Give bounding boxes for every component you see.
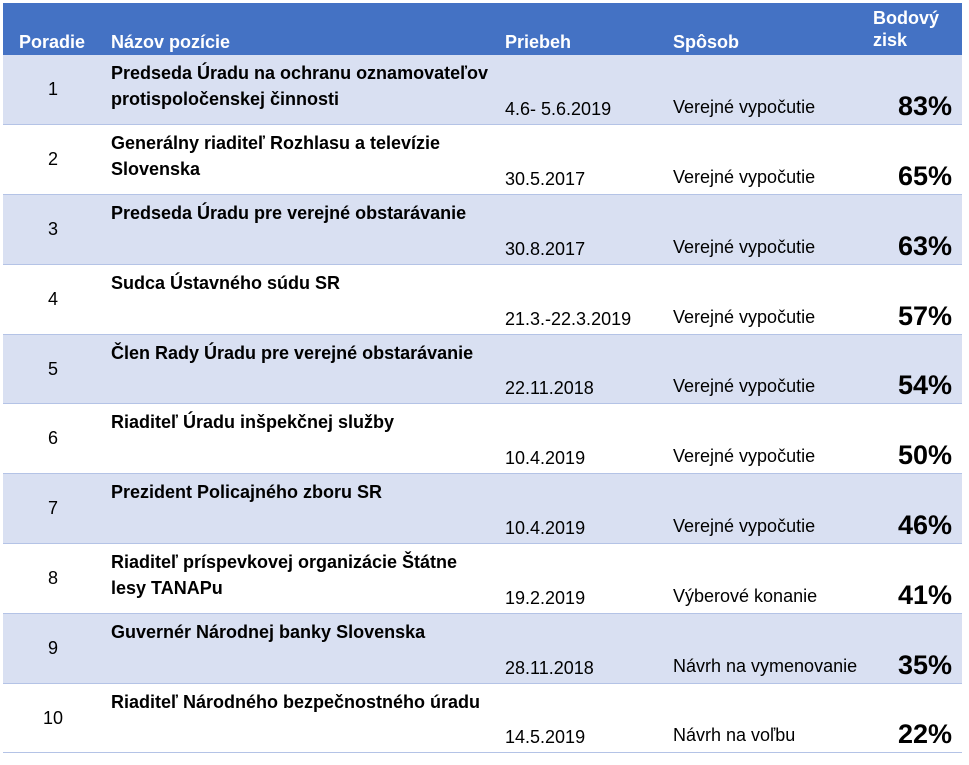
position-name-cell: Predseda Úradu na ochranu oznamovateľov protispoločenskej činnosti <box>103 55 499 125</box>
rank-cell: 9 <box>3 613 103 683</box>
table-row <box>3 404 962 474</box>
score-cell: 46% <box>865 474 962 544</box>
score-cell: 83% <box>865 55 962 125</box>
rank-cell: 10 <box>3 683 103 753</box>
position-name-cell: Riaditeľ Úradu inšpekčnej služby <box>103 404 499 474</box>
rank-cell: 4 <box>3 264 103 334</box>
table-row <box>3 195 962 265</box>
ranking-table <box>3 3 962 753</box>
header-rank: Poradie <box>19 32 86 52</box>
table-row <box>3 125 962 195</box>
rank-cell: 3 <box>3 195 103 265</box>
method-cell: Výberové konanie <box>667 544 865 614</box>
course-cell: 30.5.2017 <box>499 125 667 195</box>
table-row <box>3 474 962 544</box>
rank-cell: 2 <box>3 125 103 195</box>
rank-cell: 1 <box>3 55 103 125</box>
course-cell: 22.11.2018 <box>499 334 667 404</box>
method-cell: Verejné vypočutie <box>667 404 865 474</box>
score-cell: 65% <box>865 125 962 195</box>
header-course: Priebeh <box>505 32 572 52</box>
course-cell: 10.4.2019 <box>499 474 667 544</box>
position-name-cell: Guvernér Národnej banky Slovenska <box>103 613 499 683</box>
position-name-cell: Člen Rady Úradu pre verejné obstarávanie <box>103 334 499 404</box>
course-cell: 4.6- 5.6.2019 <box>499 55 667 125</box>
table-row <box>3 55 962 125</box>
course-cell: 28.11.2018 <box>499 613 667 683</box>
position-name-cell: Riaditeľ príspevkovej organizácie Štátne lesy TANAPu <box>103 544 499 614</box>
score-cell: 63% <box>865 195 962 265</box>
method-cell: Návrh na voľbu <box>667 683 865 753</box>
course-cell: 21.3.-22.3.2019 <box>499 264 667 334</box>
method-cell: Verejné vypočutie <box>667 474 865 544</box>
table-row <box>3 264 962 334</box>
position-name-cell: Riaditeľ Národného bezpečnostného úradu <box>103 683 499 753</box>
rank-cell: 8 <box>3 544 103 614</box>
rank-cell: 5 <box>3 334 103 404</box>
position-name-cell: Generálny riaditeľ Rozhlasu a televízie Slovenska <box>103 125 499 195</box>
method-cell: Návrh na vymenovanie <box>667 613 865 683</box>
table-row <box>3 544 962 614</box>
position-name-cell: Prezident Policajného zboru SR <box>103 474 499 544</box>
course-cell: 10.4.2019 <box>499 404 667 474</box>
score-cell: 22% <box>865 683 962 753</box>
table-header-row <box>3 3 962 55</box>
position-name-cell: Predseda Úradu pre verejné obstarávanie <box>103 195 499 265</box>
score-cell: 50% <box>865 404 962 474</box>
course-cell: 14.5.2019 <box>499 683 667 753</box>
method-cell: Verejné vypočutie <box>667 195 865 265</box>
table-row <box>3 334 962 404</box>
header-score: Bodový zisk <box>873 8 940 50</box>
method-cell: Verejné vypočutie <box>667 334 865 404</box>
method-cell: Verejné vypočutie <box>667 264 865 334</box>
method-cell: Verejné vypočutie <box>667 55 865 125</box>
score-cell: 57% <box>865 264 962 334</box>
header-method: Spôsob <box>673 32 739 52</box>
table-row <box>3 683 962 753</box>
table-row <box>3 613 962 683</box>
score-cell: 41% <box>865 544 962 614</box>
score-cell: 35% <box>865 613 962 683</box>
rank-cell: 7 <box>3 474 103 544</box>
course-cell: 30.8.2017 <box>499 195 667 265</box>
course-cell: 19.2.2019 <box>499 544 667 614</box>
score-cell: 54% <box>865 334 962 404</box>
method-cell: Verejné vypočutie <box>667 125 865 195</box>
header-position-name: Názov pozície <box>111 32 231 52</box>
rank-cell: 6 <box>3 404 103 474</box>
position-name-cell: Sudca Ústavného súdu SR <box>103 264 499 334</box>
